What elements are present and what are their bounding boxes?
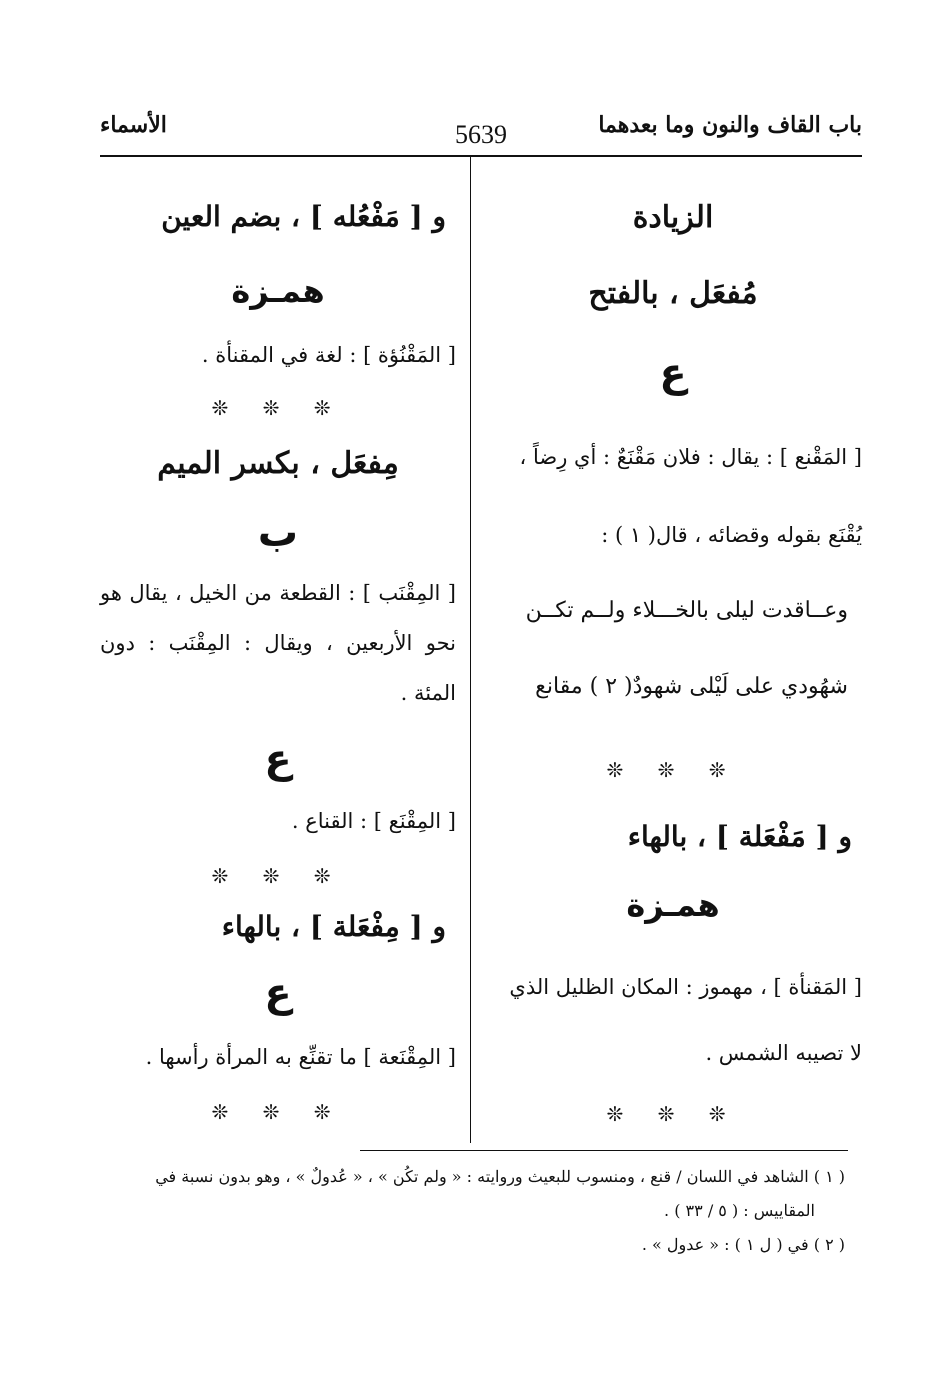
pattern-heading: و [ مِفْعَلة ] ، بالهاء bbox=[221, 910, 446, 943]
footnote-1: ( ١ ) الشاهد في اللسان / قنع ، ومنسوب للبعيث وروايته : « ولم تكُن » ، « عُدولٌ » ، وهو بدون نسبة في bbox=[155, 1167, 845, 1186]
footnotes bbox=[100, 1160, 845, 1262]
stars-separator: ❊ ❊ ❊ bbox=[606, 1102, 740, 1126]
right-column bbox=[484, 180, 862, 1140]
verse-line: شهُودي على لَيْلى شهودٌ( ٢ ) مقانع bbox=[535, 674, 848, 699]
entry-line: [ المَقْنع ] : يقال : فلان مَقْنَعٌ : أي رِضاً ، bbox=[519, 445, 862, 469]
running-header bbox=[100, 112, 862, 152]
section-title: الأسماء bbox=[100, 112, 167, 138]
stars-separator: ❊ ❊ ❊ bbox=[211, 396, 345, 420]
entry-line: [ المَقنأة ] ، مهموز : المكان الظليل الذي bbox=[509, 975, 862, 999]
entry-line: [ المِقْنَعة ] ما تقنِّع به المرأة رأسها . bbox=[145, 1045, 456, 1069]
letter-heading: ب bbox=[257, 510, 299, 556]
pattern-heading: مِفعَل ، بكسر الميم bbox=[157, 446, 399, 481]
stars-separator: ❊ ❊ ❊ bbox=[211, 1100, 345, 1124]
footnote-1-continued: المقاييس : ( ٥ / ٣٣ ) . bbox=[664, 1201, 815, 1220]
pattern-heading: و [ مَفْعَلة ] ، بالهاء bbox=[627, 820, 852, 853]
left-column bbox=[100, 180, 456, 1140]
stars-separator: ❊ ❊ ❊ bbox=[606, 758, 740, 782]
stars-separator: ❊ ❊ ❊ bbox=[211, 864, 345, 888]
column-divider bbox=[470, 157, 471, 1143]
pattern-heading: و [ مَفْعُله ] ، بضم العين bbox=[161, 200, 446, 233]
chapter-title: باب القاف والنون وما بعدهما bbox=[598, 112, 862, 138]
letter-heading: ع bbox=[659, 350, 687, 396]
entry-line: [ المِقْنَع ] : القناع . bbox=[291, 809, 456, 833]
letter-heading: ع bbox=[264, 970, 292, 1016]
entry-line: [ المَقْنُؤة ] : لغة في المقنأة . bbox=[201, 343, 456, 367]
footnote-2: ( ٢ ) في ( ل ١ ) : « عدول » . bbox=[641, 1235, 845, 1254]
verse-line: وعــاقدت ليلى بالخـــلاء ولــم تكــن bbox=[525, 598, 848, 623]
header-rule bbox=[100, 155, 862, 157]
entry-line: يُقْنَع بقوله وقضائه ، قال( ١ ) : bbox=[601, 523, 862, 547]
letter-heading: ع bbox=[264, 736, 292, 782]
section-heading: الزيادة bbox=[632, 200, 714, 235]
letter-heading: همـزة bbox=[626, 886, 720, 924]
page-number: 5639 bbox=[455, 120, 507, 149]
entry-line: لا تصيبه الشمس . bbox=[705, 1041, 862, 1065]
letter-heading: همـزة bbox=[231, 272, 325, 310]
pattern-heading: مُفعَل ، بالفتح bbox=[588, 276, 758, 311]
entry-paragraph: [ المِقْنَب ] : القطعة من الخيل ، يقال هو نحو الأربعين ، ويقال : المِقْنَب : دون المئة . bbox=[100, 581, 456, 705]
footnote-rule bbox=[360, 1150, 848, 1151]
